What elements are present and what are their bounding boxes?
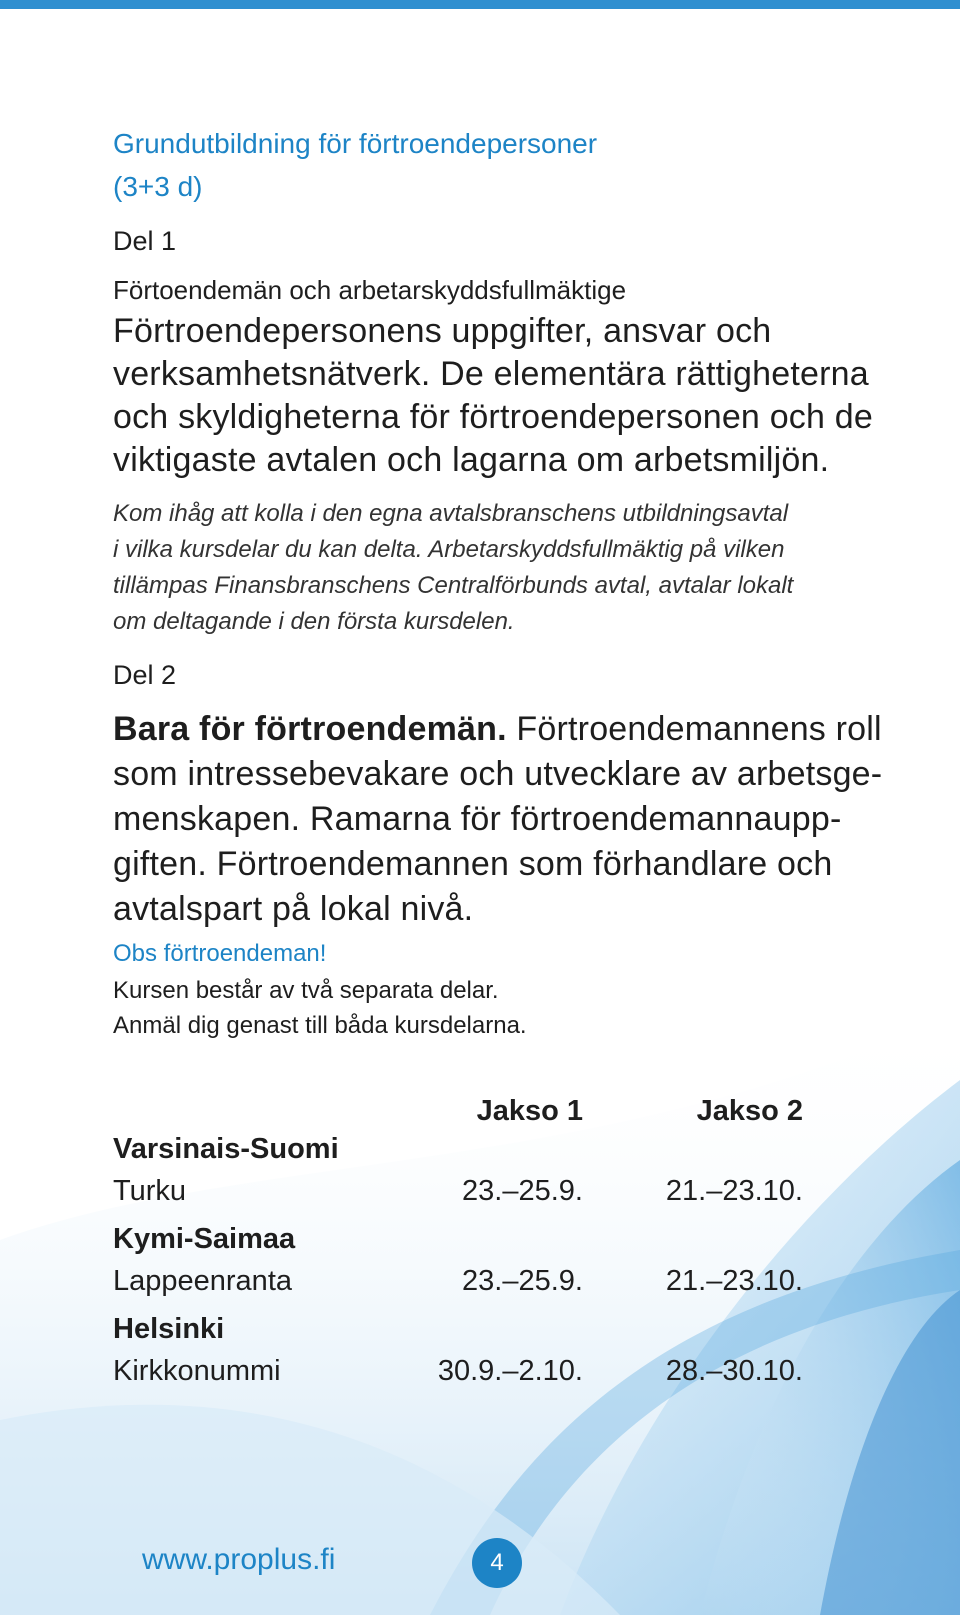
page-number-badge: 4 — [472, 1538, 522, 1588]
del2-label: Del 2 — [113, 660, 177, 690]
column-header-jakso-2: Jakso 2 — [696, 1095, 803, 1127]
del1-subheading: Förtoendemän och arbetarskyddsfullmäktige — [113, 275, 627, 305]
jakso-2-dates: 28.–30.10. — [665, 1355, 803, 1387]
column-header-jakso-1: Jakso 1 — [476, 1095, 583, 1127]
region-name: Varsinais-Suomi — [113, 1133, 339, 1165]
del1-body-line: och skyldigheterna för förtroendepersonen och de — [113, 398, 873, 436]
obs-heading: Obs förtroendeman! — [113, 940, 327, 967]
del1-note-line: om deltagande i den första kursdelen. — [113, 608, 515, 635]
del1-note-line: Kom ihåg att kolla i den egna avtalsbranschens utbildningsavtal — [113, 500, 789, 527]
del2-lead-rest: Förtroendemannens roll — [506, 710, 882, 748]
del2-body-line: avtalspart på lokal nivå. — [113, 890, 474, 928]
top-accent-bar — [0, 0, 960, 9]
del1-label: Del 1 — [113, 226, 177, 256]
website-link[interactable]: www.proplus.fi — [142, 1543, 336, 1576]
region-name: Kymi-Saimaa — [113, 1223, 296, 1255]
del1-body-line: Förtroendepersonens uppgifter, ansvar och — [113, 312, 772, 350]
jakso-1-dates: 23.–25.9. — [462, 1265, 583, 1297]
region-name: Helsinki — [113, 1313, 225, 1345]
del1-note-line: i vilka kursdelar du kan delta. Arbetarskyddsfullmäktig på vilken — [113, 536, 785, 563]
del1-note-line: tillämpas Finansbranschens Centralförbunds avtal, avtalar lokalt — [113, 572, 794, 599]
del1-body-line: viktigaste avtalen och lagarna om arbetsmiljön. — [113, 441, 830, 479]
city-name: Turku — [113, 1175, 187, 1207]
del2-lead-line — [113, 710, 882, 749]
del2-body-line: menskapen. Ramarna för förtroendemannaupp- — [113, 800, 842, 838]
page-title-line-2: (3+3 d) — [113, 171, 203, 202]
jakso-2-dates: 21.–23.10. — [665, 1175, 803, 1207]
obs-line: Kursen består av två separata delar. — [113, 977, 499, 1004]
del1-body-line: verksamhetsnätverk. De elementära rättigheterna — [113, 355, 869, 393]
del2-body-line: giften. Förtroendemannen som förhandlare och — [113, 845, 833, 883]
city-name: Kirkkonummi — [113, 1355, 281, 1387]
jakso-1-dates: 23.–25.9. — [462, 1175, 583, 1207]
obs-line: Anmäl dig genast till båda kursdelarna. — [113, 1012, 527, 1039]
del2-body-line: som intressebevakare och utvecklare av arbetsge- — [113, 755, 883, 793]
jakso-2-dates: 21.–23.10. — [665, 1265, 803, 1297]
jakso-1-dates: 30.9.–2.10. — [437, 1355, 583, 1387]
city-name: Lappeenranta — [113, 1265, 292, 1297]
page-title-line-1: Grundutbildning för förtroendepersoner — [113, 128, 598, 159]
del2-lead-bold: Bara för förtroendemän. — [113, 710, 507, 748]
